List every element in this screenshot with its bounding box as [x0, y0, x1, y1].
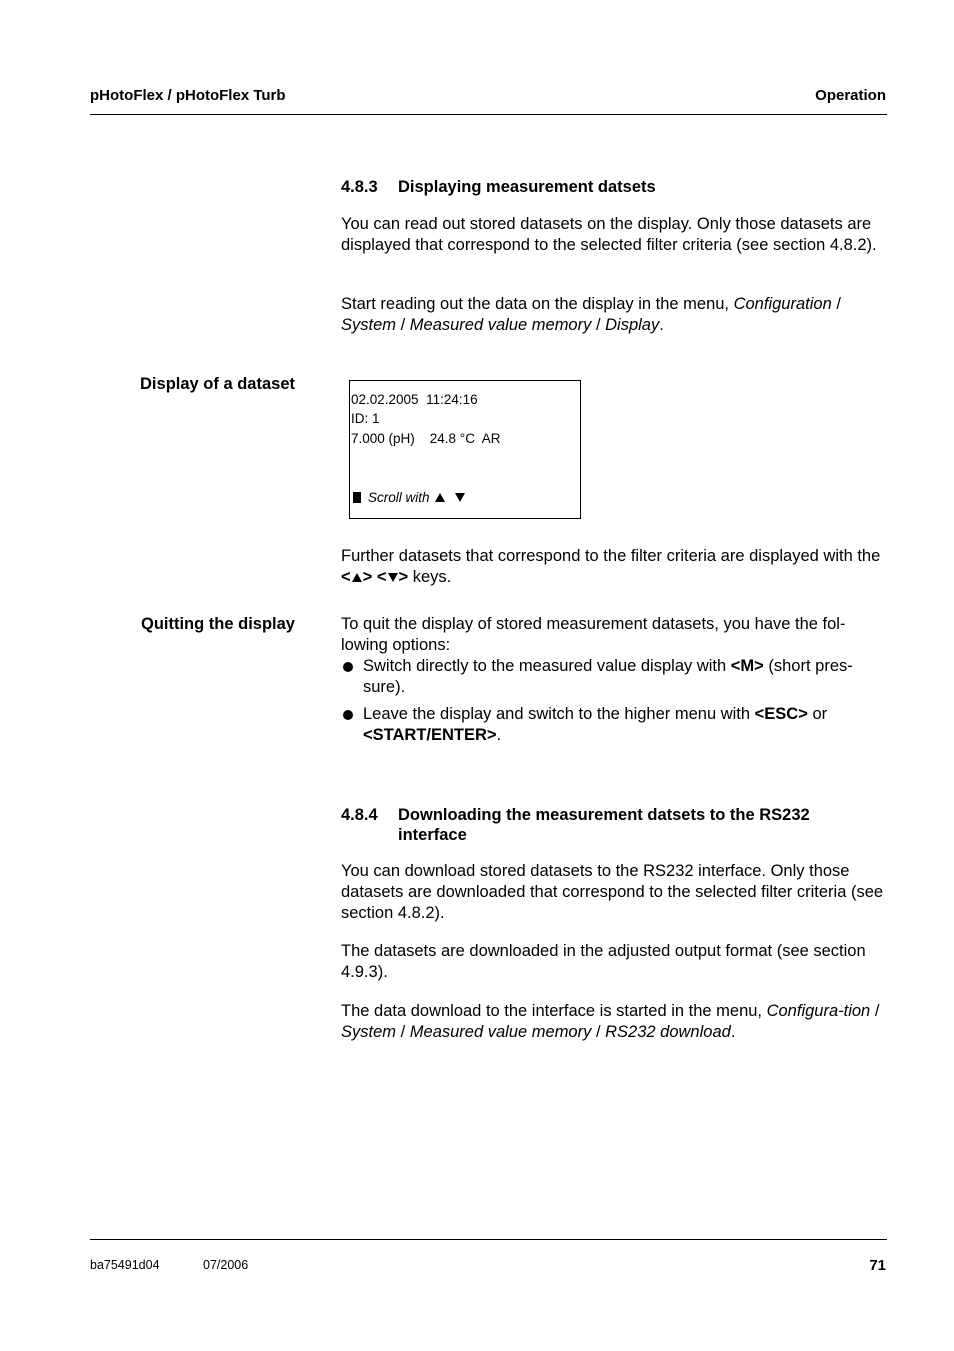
display-screen — [349, 380, 581, 519]
text: . — [659, 316, 664, 334]
key-bracket: > — [362, 568, 373, 586]
paragraph-further-datasets — [341, 546, 889, 588]
section-title: Displaying measurement datsets — [398, 178, 656, 196]
arrow-up-icon — [435, 493, 445, 502]
text: . — [496, 726, 502, 744]
document-date: 07/2006 — [203, 1258, 249, 1272]
section-number: 4.8.4 — [341, 806, 378, 824]
side-heading-quit: Quitting the display — [140, 615, 295, 633]
key-bracket: > — [398, 568, 409, 586]
key-bracket: < — [376, 568, 387, 586]
text: . — [730, 1023, 736, 1041]
side-heading-display: Display of a dataset — [140, 375, 295, 393]
paragraph-read-out: You can read out stored datasets on the display. Only those datasets are displayed that correspond to the selected filter criteria (see section 4.8.2). — [341, 215, 877, 254]
menu-item: System — [341, 316, 397, 334]
scroll-label: Scroll with — [368, 490, 430, 505]
text: keys. — [408, 568, 452, 586]
display-scroll-hint — [353, 488, 468, 508]
cursor-block-icon — [353, 492, 361, 503]
text: Start reading out the data on the display in the menu, — [341, 295, 734, 313]
bullet-icon — [343, 662, 353, 672]
menu-item: Measured value memory — [409, 1023, 592, 1041]
menu-item: Display — [605, 316, 660, 334]
menu-item: System — [341, 1023, 397, 1041]
footer-rule — [90, 1239, 887, 1240]
running-header-title: pHotoFlex / pHotoFlex Turb — [90, 87, 286, 104]
section-heading-4-8-4 — [341, 805, 889, 845]
separator: / — [870, 1002, 880, 1020]
separator: / — [396, 316, 410, 334]
bullet-icon — [343, 710, 353, 720]
text: Leave the display and switch to the higher menu with — [363, 705, 755, 723]
separator: / — [591, 316, 606, 334]
display-datetime: 02.02.2005 11:24:16 — [351, 392, 478, 407]
page-number: 71 — [869, 1257, 886, 1274]
menu-item: RS232 download — [605, 1023, 731, 1041]
paragraph-download: You can download stored datasets to the RS232 interface. Only those datasets are downloaded that correspond to the selected filter criteria (see section 4.8.2). — [341, 862, 884, 922]
paragraph-download-menu-path — [341, 1001, 889, 1043]
paragraph-output-format: The datasets are downloaded in the adjusted output format (see section 4.9.3). — [341, 942, 866, 981]
separator: / — [591, 1023, 606, 1041]
text: Switch directly to the measured value display with — [363, 657, 731, 675]
list-item — [341, 656, 889, 698]
display-values: 7.000 (pH) 24.8 °C AR — [351, 431, 501, 446]
text: Further datasets that correspond to the filter criteria are displayed with the — [341, 547, 881, 565]
running-header-section: Operation — [815, 87, 886, 104]
menu-item: Configura-tion — [766, 1002, 871, 1020]
arrow-up-icon — [352, 573, 362, 582]
text: (short pres-sure). — [363, 657, 853, 696]
section-title: Downloading the measurement datsets to the RS232 — [398, 806, 810, 824]
menu-item: Measured value memory — [409, 316, 592, 334]
paragraph-quit-intro: To quit the display of stored measurement datasets, you have the fol-lowing options: — [341, 615, 846, 654]
text: The data download to the interface is started in the menu, — [341, 1002, 767, 1020]
list-item — [341, 704, 889, 746]
key-label: <ESC> — [754, 705, 808, 723]
paragraph-menu-path — [341, 294, 889, 336]
arrow-down-icon — [455, 493, 465, 502]
key-bracket: < — [341, 568, 351, 586]
arrow-down-icon — [388, 573, 398, 582]
separator: / — [396, 1023, 410, 1041]
text: or — [807, 705, 828, 723]
separator: / — [831, 295, 841, 313]
header-rule — [90, 114, 887, 115]
section-number: 4.8.3 — [341, 178, 378, 196]
document-number: ba75491d04 — [90, 1258, 160, 1272]
section-title-cont: interface — [398, 826, 467, 844]
display-id: ID: 1 — [351, 411, 380, 426]
key-label: <M> — [730, 657, 764, 675]
menu-item: Configuration — [733, 295, 832, 313]
section-heading-4-8-3 — [341, 178, 656, 197]
key-label: <START/ENTER> — [363, 726, 497, 744]
